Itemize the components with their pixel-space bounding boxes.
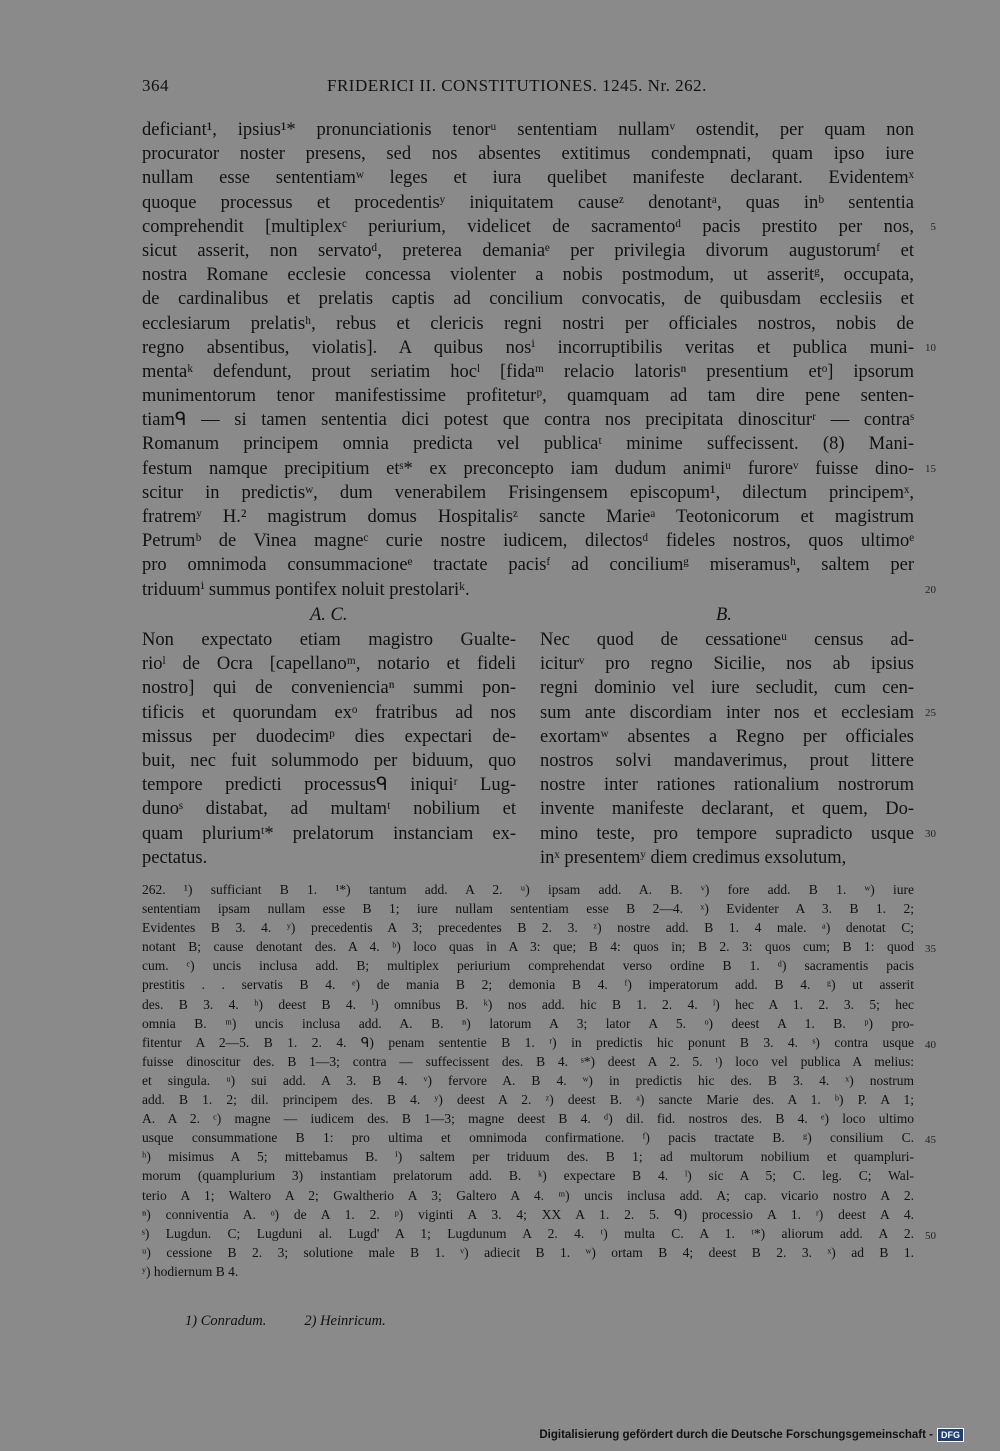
note-line: ᵘ) cessione B 2. 3; solutione male B 1. ᵛ) adiecit B 1. ʷ) ortam B 4; deest B 2. 3. ˣ) ad B 1. [142, 1244, 914, 1260]
note-line: usque consummatione B 1: pro ultima et omnimoda confirmatione. ᶠ) pacis tractate B. ᵍ) consilium C. [142, 1130, 914, 1146]
text-line: procurator noster presens, sed nos absentes extitimus condempnati, quam ipso iure [142, 144, 914, 165]
note-line: ʸ) hodiernum B 4. [142, 1263, 239, 1279]
column-b-line: sum ante discordiam inter nos et ecclesiam [540, 702, 914, 723]
line-number: 25 [925, 706, 936, 719]
text-line: triduumⁱ summus pontifex noluit prestolariᵏ. [142, 579, 470, 600]
column-b-line: invente manifeste declarant, et quem, Do- [540, 799, 914, 820]
text-line: mentaᵏ defendunt, prout seriatim hocˡ [fidaᵐ relacio latorisⁿ presentium etᵒ] ipsorum [142, 361, 914, 382]
column-a-line: buit, nec fuit solummodo per biduum, quo [142, 750, 516, 771]
line-number: 20 [925, 583, 936, 596]
column-b-line: Nec quod de cessationeᵘ census ad- [540, 630, 914, 650]
column-a-line: tificis et quorundam exᵒ fratribus ad nos [142, 702, 516, 723]
text-line: nostra Romane ecclesie concessa violenter a nobis postmodum, ut asseritᵍ, occupata, [142, 265, 914, 286]
critical-apparatus [142, 880, 914, 1281]
note-line: ⁿ) conniventia A. ᵒ) de A 1. 2. ᵖ) viginti A 3. 4; XX A 1. 2. 5. ᑫ) processio A 1. ʳ) deest A 4. [142, 1206, 914, 1222]
text-line: scitur in predictisʷ, dum venerabilem Frisingensem episcopum¹, dilectum principemˣ, [142, 482, 914, 503]
note-line: cum. ᶜ) uncis inclusa add. B; multiplex periurium comprehendat verso ordine B 1. ᵈ) sacramentis pacis [142, 958, 914, 974]
text-line: festum namque precipitium etˢ* ex preconcepto iam dudum animiᵘ furoreᵛ fuisse dino- [142, 458, 914, 479]
footnote: 2) Heinricum. [304, 1313, 386, 1329]
note-line: morum (quamplurium 3) instantiam prelatorum add. B. ᵏ) expectare B 4. ˡ) sic A 5; C. leg. C; Wal- [142, 1168, 914, 1184]
column-b-line: nostros solvi mandaverimus, prout littere [540, 750, 914, 771]
column-b-line: nostre inter rationes rationalium nostrorum [540, 775, 914, 796]
main-text [142, 118, 914, 602]
text-line: deficiant¹, ipsius¹* pronunciationis tenorᵘ sententiam nullamᵛ ostendit, per quam non [142, 120, 914, 140]
line-number: 15 [925, 462, 936, 475]
dfg-logo: DFG [937, 1428, 964, 1442]
line-number: 35 [925, 943, 936, 956]
column-b-text [540, 628, 914, 870]
column-b-line: inˣ presentemʸ diem credimus exsolutum, [540, 847, 847, 868]
column-a-line: rioˡ de Ocra [capellanoᵐ, notario et fideli [142, 654, 516, 675]
note-line: et singula. ᵘ) sui add. A 3. B 4. ᵛ) fervore A. B 4. ʷ) in predictis hic des. B 3. 4. ˣ) nostrum [142, 1072, 914, 1088]
text-line: quoque processus et procedentisʸ iniquitatem causeᶻ denotantᵃ, quas inᵇ sententia [142, 192, 914, 213]
text-line: Romanum principem omnia predicta vel publicaᵗ minime suffecissent. (8) Mani- [142, 434, 914, 455]
column-a-line: pectatus. [142, 847, 208, 868]
digitization-credit [539, 1428, 964, 1442]
column-b-line: regni dominio vel iure secludit, cum cen- [540, 678, 914, 699]
credit-text: Digitalisierung gefördert durch die Deutsche Forschungsgemeinschaft - [539, 1429, 933, 1441]
line-number: 5 [930, 220, 936, 233]
column-a-line: nostro] qui de convenienciaⁿ summi pon- [142, 678, 516, 699]
column-a-line: Non expectato etiam magistro Gualte- [142, 630, 516, 650]
note-line: A. A 2. ᶜ) magne — iudicem des. B 1—3; magne deest B 4. ᵈ) dil. fid. nostros des. B 4. ᵉ) loco ultimo [142, 1111, 914, 1127]
note-line: Evidentes B 3. 4. ʸ) precedentis A 3; precedentes B 2. 3. ᶻ) nostre add. B 1. 4 male. ᵃ) denotat C; [142, 920, 914, 936]
text-line: fratremʸ H.² magistrum domus Hospitalisᶻ sancte Marieᵃ Teotonicorum et magistrum [142, 507, 914, 527]
line-number: 30 [925, 827, 936, 840]
line-number: 40 [925, 1038, 936, 1051]
note-line: terio A 1; Waltero A 2; Gwaltherio A 3; Galtero A 4. ᵐ) uncis inclusa add. A; cap. vicario nostro A 2. [142, 1187, 914, 1203]
column-a-heading: A. C. [310, 605, 348, 625]
running-title: FRIDERICI II. CONSTITUTIONES. 1245. Nr. 262. [327, 76, 707, 95]
text-line: Petrumᵇ de Vinea magneᶜ curie nostre iudicem, dilectosᵈ fideles nostros, quos ultimoᵉ [142, 531, 914, 552]
note-line: des. B 3. 4. ʰ) deest B 4. ⁱ) omnibus B. ᵏ) nos add. hic B 1. 2. 4. ˡ) hec A 1. 2. 3. 5; hec [142, 996, 914, 1012]
column-b-line: exortamʷ absentes a Regno per officiales [540, 726, 914, 747]
column-a-line: tempore predicti processusᑫ iniquiʳ Lug- [142, 775, 516, 796]
text-line: tiamᑫ — si tamen sententia dici potest que contra nos precipitata dinosciturʳ — contraˢ [142, 410, 914, 431]
note-line: prestitis . . servatis B 4. ᵉ) de mania B 2; demonia B 4. ᶠ) imperatorum add. B 4. ᵍ) ut asserit [142, 977, 914, 993]
note-line: add. B 1. 2; dil. principem des. B 4. ʸ) deest A 2. ᶻ) deest B. ᵃ) sancte Marie des. A 1. ᵇ) P. A 1; [142, 1092, 914, 1108]
text-line: regno absentibus, violatis]. A quibus nosⁱ incorruptibilis veritas et publica muni- [142, 337, 914, 358]
column-a-line: quam pluriumᵗ* prelatorum instanciam ex- [142, 823, 516, 844]
text-line: munimentorum tenor manifestissime profiteturᵖ, quamquam ad tam dire pene senten- [142, 386, 914, 407]
text-line: sicut asserit, non servatoᵈ, preterea demaniaᵉ per privilegia divorum augustorumᶠ et [142, 240, 914, 261]
column-b-line: mino teste, pro tempore supradicto usque [540, 823, 914, 844]
line-number: 10 [925, 341, 936, 354]
note-line: omnia B. ᵐ) uncis inclusa add. A. B. ⁿ) latorum A 3; lator A 5. ᵒ) deest A 1. B. ᵖ) pro- [142, 1015, 914, 1031]
text-line: nullam esse sententiamʷ leges et iura quelibet manifeste declarant. Evidentemˣ [142, 168, 914, 189]
page-number: 364 [142, 76, 169, 95]
column-b-heading: B. [716, 605, 732, 625]
note-line: 262. ¹) sufficiant B 1. ¹*) tantum add. A 2. ᵘ) ipsam add. A. B. ᵛ) fore add. B 1. ʷ) iure [142, 882, 914, 897]
column-b-line: iciturᵛ pro regno Sicilie, nos ab ipsius [540, 654, 914, 675]
column-a-line: missus per duodecimᵖ dies expectari de- [142, 726, 516, 747]
note-line: notant B; cause denotant des. A 4. ᵇ) loco quas in A 3: que; B 4: quos in; B 2. 3: quos cum; B 1: quod [142, 939, 914, 955]
note-line: sententiam ipsam nullam esse B 1; iure nullam sententiam esse B 2—4. ˣ) Evidenter A 3. B 1. 2; [142, 901, 914, 917]
note-line: ʰ) misimus A 5; mittebamus B. ⁱ) saltem per triduum des. B 1; ad multorum nobilium et quampluri- [142, 1149, 914, 1165]
footnotes [185, 1313, 424, 1330]
note-line: fitentur A 2—5. B 1. 2. 4. ᑫ) penam sententie B 1. ʳ) in predictis hic ponunt B 3. 4. ˢ) contra usque [142, 1034, 914, 1050]
line-number: 50 [925, 1229, 936, 1242]
column-a-line: dunoˢ distabat, ad multamᵗ nobilium et [142, 799, 516, 820]
text-line: comprehendit [multiplexᶜ periurium, videlicet de sacramentoᵈ pacis prestito per nos, [142, 216, 914, 237]
note-line: fuisse dinoscitur des. B 1—3; contra — suffecissent des. B 4. ˢ*) deest A 2. 5. ᵗ) loco vel publica A melius: [142, 1053, 914, 1069]
text-line: de cardinalibus et prelatis captis ad concilium convocatis, de quibusdam ecclesiis et [142, 289, 914, 310]
text-line: ecclesiarum prelatisʰ, rebus et clericis regni nostri per officiales nostros, nobis de [142, 313, 914, 334]
footnote: 1) Conradum. [185, 1313, 267, 1329]
text-line: pro omnimoda consummacioneᵉ tractate pacisᶠ ad conciliumᵍ miseramusʰ, saltem per [142, 555, 914, 576]
note-line: ˢ) Lugdun. C; Lugduni al. Lugd' A 1; Lugdunum A 2. 4. ᵗ) multa C. A 1. ᵗ*) aliorum add. A 2. [142, 1225, 914, 1241]
page-header [142, 76, 914, 100]
column-a-text [142, 628, 516, 870]
line-number: 45 [925, 1134, 936, 1147]
